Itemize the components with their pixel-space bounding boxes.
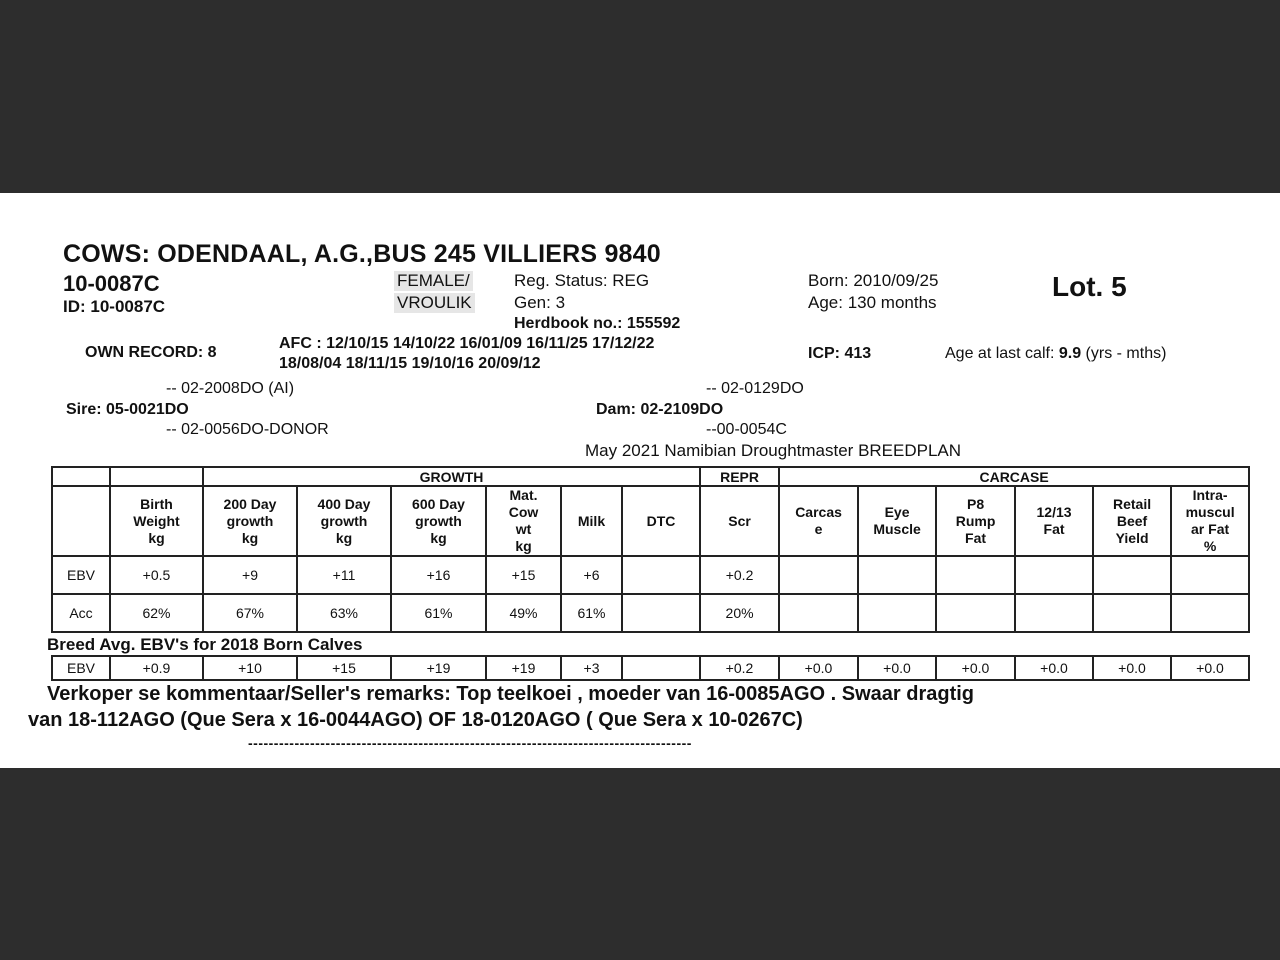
remarks-line1: Verkoper se kommentaar/Seller's remarks: Top teelkoei , moeder van 16-0085AGO . Swaar dragtig <box>47 683 975 705</box>
remarks-line2: van 18-112AGO (Que Sera x 16-0044AGO) OF 18-0120AGO ( Que Sera x 10-0267C) <box>28 709 803 731</box>
table-cell <box>858 556 936 594</box>
column-header: 12/13 Fat <box>1015 486 1093 556</box>
herdbook-number: Herdbook no.: 155592 <box>514 315 681 332</box>
column-header: 600 Day growth kg <box>391 486 486 556</box>
age-at-last-calf: Age at last calf: 9.9 (yrs - mths) <box>945 345 1167 362</box>
column-header: Retail Beef Yield <box>1093 486 1171 556</box>
column-header: DTC <box>622 486 700 556</box>
ebv-table-row <box>52 556 1249 594</box>
table-cell: +0.0 <box>1093 656 1171 680</box>
table-cell: +0.2 <box>700 656 779 680</box>
table-cell: +0.0 <box>936 656 1015 680</box>
group-repr: REPR <box>700 467 779 486</box>
table-cell: +9 <box>203 556 297 594</box>
table-cell <box>858 594 936 632</box>
table-cell <box>1015 594 1093 632</box>
column-header-blank <box>52 486 110 556</box>
column-header: Birth Weight kg <box>110 486 203 556</box>
table-cell <box>622 556 700 594</box>
dam-dam: --00-0054C <box>706 421 787 438</box>
table-cell: 61% <box>391 594 486 632</box>
group-blank <box>52 467 110 486</box>
row-label: EBV <box>52 656 110 680</box>
column-header: Scr <box>700 486 779 556</box>
table-cell: +15 <box>297 656 391 680</box>
breed-avg-row <box>52 656 1249 680</box>
row-label: EBV <box>52 556 110 594</box>
table-cell <box>936 556 1015 594</box>
dam-sire: -- 02-0129DO <box>706 380 804 397</box>
table-cell <box>1015 556 1093 594</box>
table-cell <box>779 594 858 632</box>
table-cell: +0.0 <box>1015 656 1093 680</box>
own-record: OWN RECORD: 8 <box>85 344 217 361</box>
ebv-table <box>51 466 1250 633</box>
sire-dam: -- 02-0056DO-DONOR <box>166 421 329 438</box>
table-cell: +0.0 <box>858 656 936 680</box>
column-header-row <box>52 486 1249 556</box>
table-cell: +0.0 <box>779 656 858 680</box>
dam: Dam: 02-2109DO <box>596 401 724 418</box>
sex-label-en: FEMALE/ <box>394 271 473 291</box>
table-cell: +11 <box>297 556 391 594</box>
page-title: COWS: ODENDAAL, A.G.,BUS 245 VILLIERS 9840 <box>63 240 661 268</box>
group-carcase: CARCASE <box>779 467 1249 486</box>
table-cell <box>1093 594 1171 632</box>
icp: ICP: 413 <box>808 345 872 362</box>
dashed-separator: -------------------------------------------------------------------------------------- <box>248 735 692 751</box>
table-cell: 49% <box>486 594 561 632</box>
table-cell: +0.9 <box>110 656 203 680</box>
row-label: Acc <box>52 594 110 632</box>
sex-label-af: VROULIK <box>394 293 475 313</box>
animal-id: ID: 10-0087C <box>63 297 166 316</box>
reg-status: Reg. Status: REG <box>514 271 650 290</box>
table-cell: +15 <box>486 556 561 594</box>
column-header: Carcas e <box>779 486 858 556</box>
afc-dates-line2: 18/08/04 18/11/15 19/10/16 20/09/12 <box>279 355 541 372</box>
breed-avg-table <box>51 655 1250 681</box>
column-header: Eye Muscle <box>858 486 936 556</box>
table-cell: 61% <box>561 594 622 632</box>
breed-avg-caption: Breed Avg. EBV's for 2018 Born Calves <box>47 635 363 654</box>
table-cell: +0.5 <box>110 556 203 594</box>
table-cell: +6 <box>561 556 622 594</box>
born-date: Born: 2010/09/25 <box>808 271 939 290</box>
column-header: 200 Day growth kg <box>203 486 297 556</box>
table-cell <box>1093 556 1171 594</box>
group-header-row <box>52 467 1249 486</box>
column-header: Milk <box>561 486 622 556</box>
column-header: 400 Day growth kg <box>297 486 391 556</box>
column-header: P8 Rump Fat <box>936 486 1015 556</box>
column-header: Mat. Cow wt kg <box>486 486 561 556</box>
animal-code: 10-0087C <box>63 271 160 296</box>
sire: Sire: 05-0021DO <box>66 401 189 418</box>
age: Age: 130 months <box>808 293 937 312</box>
auction-catalogue-card <box>0 193 1280 768</box>
column-header: Intra- muscul ar Fat % <box>1171 486 1249 556</box>
ebv-table-row <box>52 594 1249 632</box>
table-cell: +16 <box>391 556 486 594</box>
table-cell: +19 <box>391 656 486 680</box>
table-cell <box>1171 594 1249 632</box>
table-cell <box>1171 556 1249 594</box>
breedplan-edition: May 2021 Namibian Droughtmaster BREEDPLAN <box>585 441 962 460</box>
table-cell <box>779 556 858 594</box>
table-cell: 20% <box>700 594 779 632</box>
afc-dates-line1: AFC : 12/10/15 14/10/22 16/01/09 16/11/25 17/12/22 <box>279 335 655 352</box>
table-cell: +0.2 <box>700 556 779 594</box>
group-growth: GROWTH <box>203 467 700 486</box>
table-cell: 67% <box>203 594 297 632</box>
table-cell: +0.0 <box>1171 656 1249 680</box>
table-cell: +10 <box>203 656 297 680</box>
table-cell <box>622 594 700 632</box>
table-cell: 62% <box>110 594 203 632</box>
table-cell: +19 <box>486 656 561 680</box>
table-cell <box>936 594 1015 632</box>
lot-number: Lot. 5 <box>1052 271 1127 302</box>
table-cell: 63% <box>297 594 391 632</box>
sire-sire: -- 02-2008DO (AI) <box>166 380 295 397</box>
group-blank <box>110 467 203 486</box>
generation: Gen: 3 <box>514 293 566 312</box>
table-cell <box>622 656 700 680</box>
table-cell: +3 <box>561 656 622 680</box>
